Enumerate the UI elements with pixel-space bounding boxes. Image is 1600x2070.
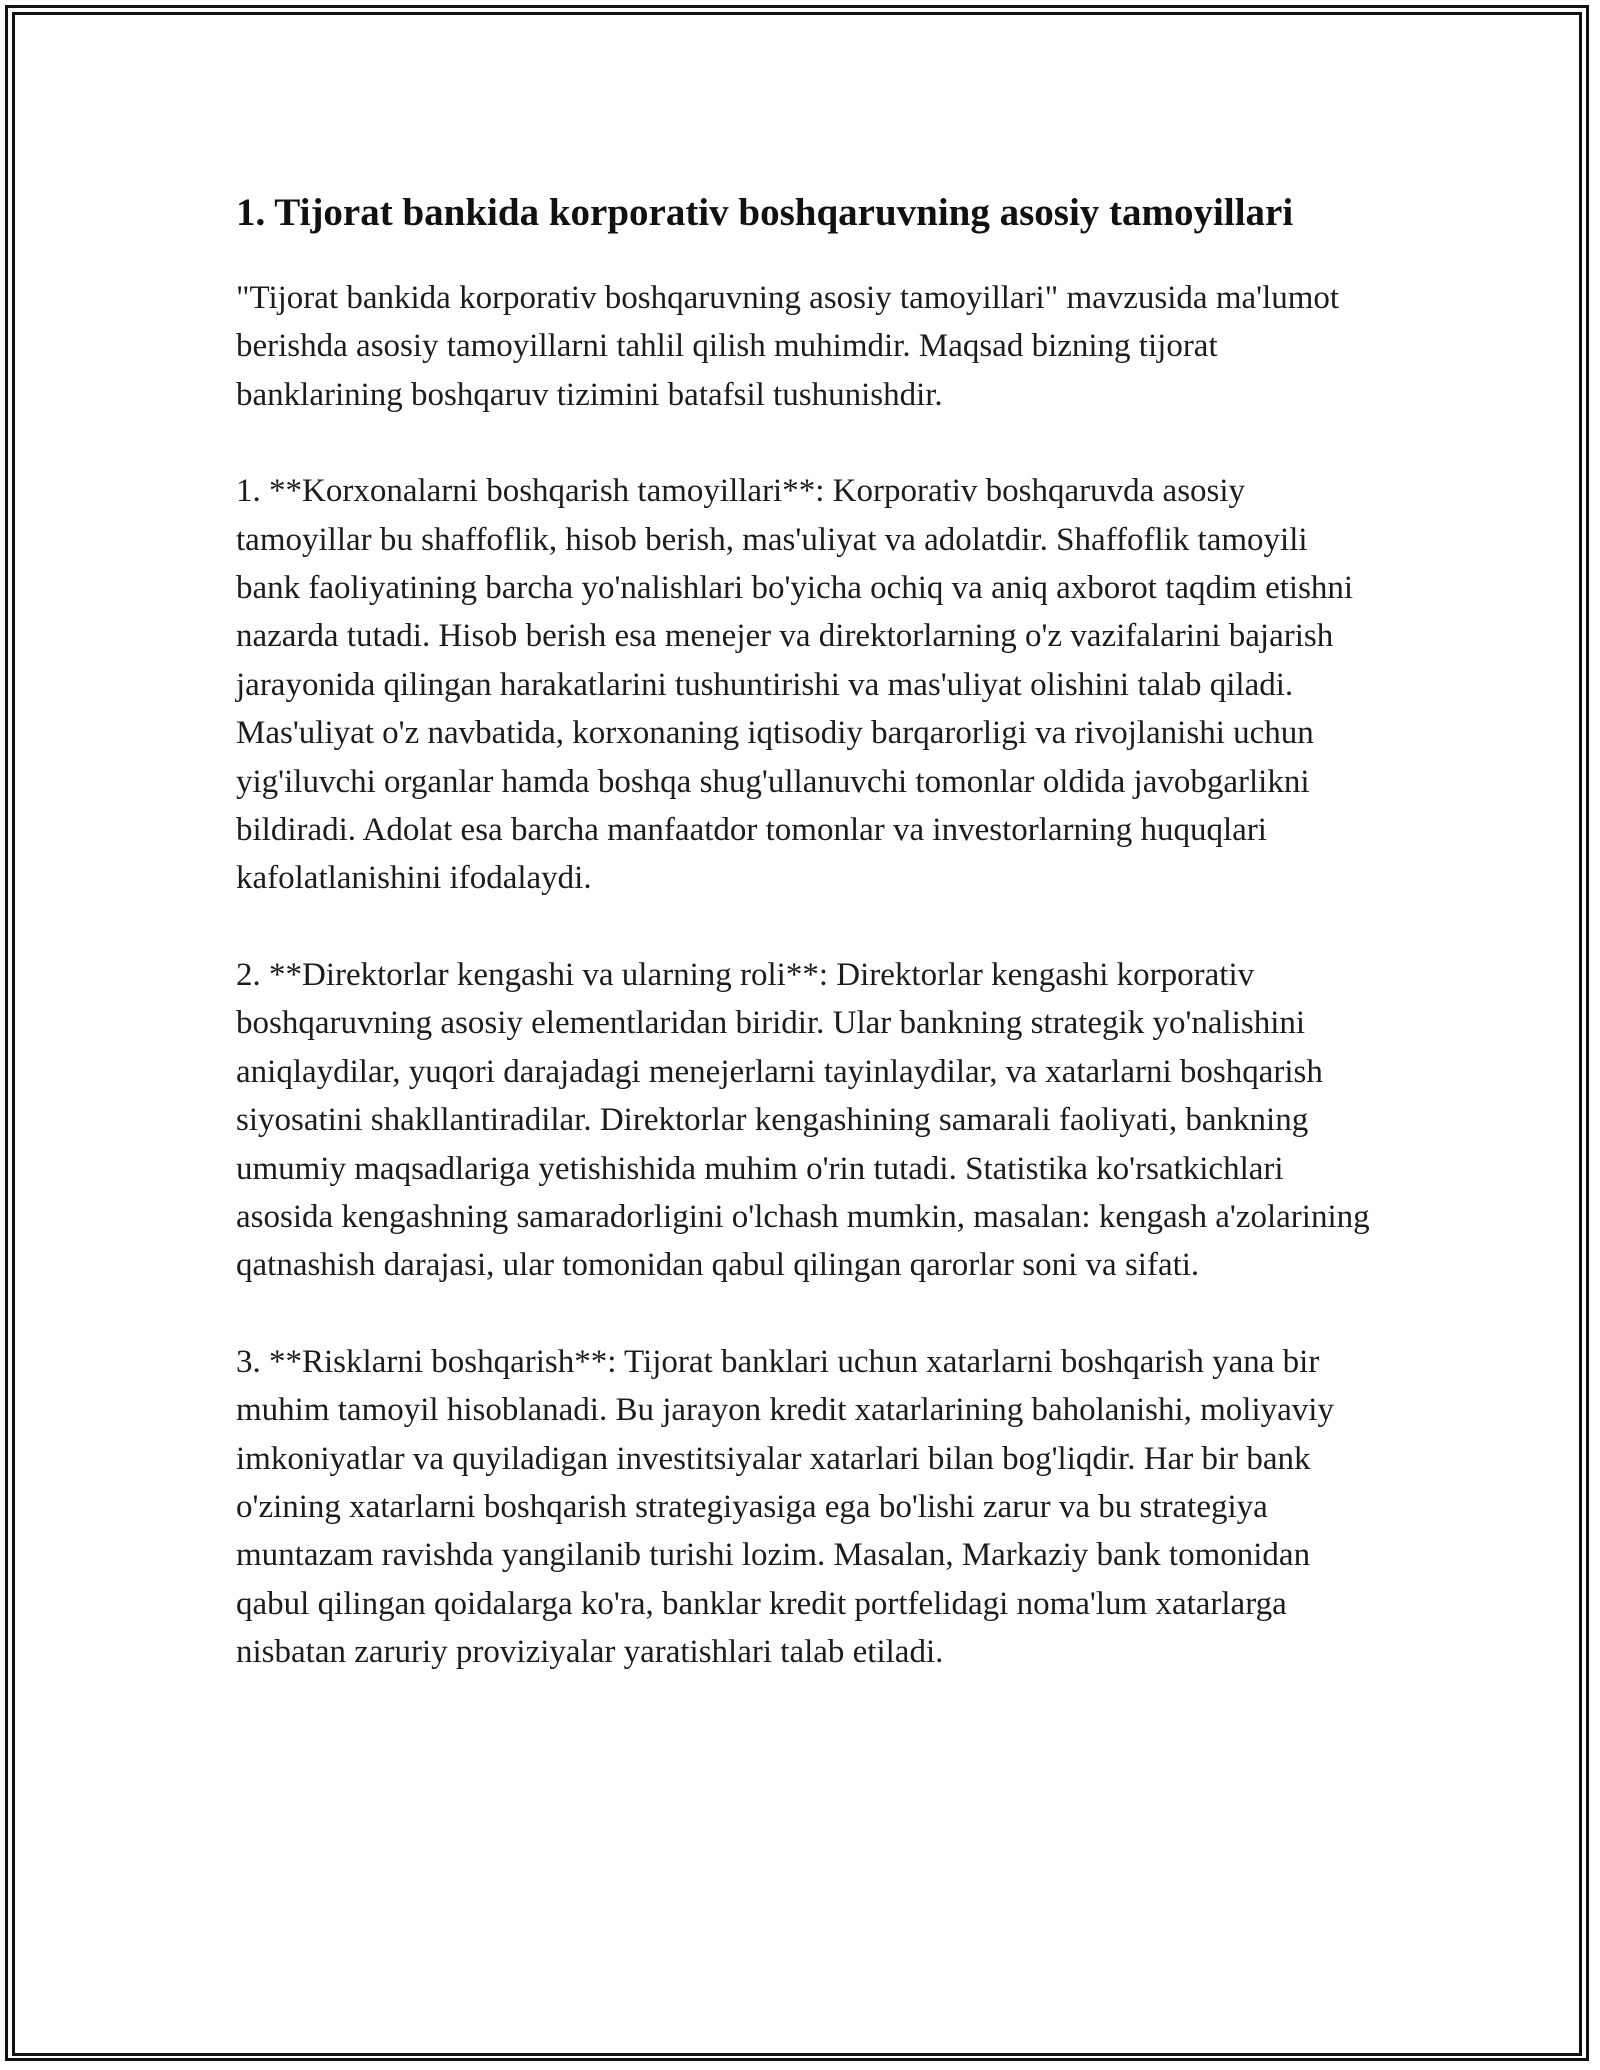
intro-paragraph: "Tijorat bankida korporativ boshqaruvning asosiy tamoyillari" mavzusida ma'lumot berishda asosiy tamoyillarni tahlil qilish muhimdir. Maqsad bizning tijorat banklarining boshqaruv tizimini batafsil tushunishdir. bbox=[236, 280, 1340, 413]
document-title: 1. Tijorat bankida korporativ boshqaruvning asosiy tamoyillari bbox=[236, 191, 1294, 234]
document-body bbox=[236, 186, 1376, 1725]
paragraph-board-of-directors: 2. **Direktorlar kengashi va ularning roli**: Direktorlar kengashi korporativ boshqaruvning asosiy elementlaridan biridir. Ular bankning strategik yo'nalishini aniqlaydilar, yuqori darajadagi menejerlarni tayinlaydilar, va xatarlarni boshqarish siyosatini shakllantiradilar. Direktorlar kengashining samarali faoliyati, bankning umumiy maqsadlariga yetishishida muhim o'rin tutadi. Statistika ko'rsatkichlari asosida kengashning samaradorligini o'lchash mumkin, masalan: kengash a'zolarining qatnashish darajasi, ular tomonidan qabul qilingan qarorlar soni va sifati. bbox=[236, 956, 1370, 1284]
paragraph-risk-management: 3. **Risklarni boshqarish**: Tijorat banklari uchun xatarlarni boshqarish yana bir muhim tamoyil hisoblanadi. Bu jarayon kredit xatarlarining baholanishi, moliyaviy imkoniyatlar va quyiladigan investitsiyalar xatarlari bilan bog'liqdir. Har bir bank o'zining xatarlarni boshqarish strategiyasiga ega bo'lishi zarur va bu strategiya muntazam ravishda yangilanib turishi lozim. Masalan, Markaziy bank tomonidan qabul qilingan qoidalarga ko'ra, banklar kredit portfelidagi noma'lum xatarlarga nisbatan zaruriy proviziyalar yaratishlari talab etiladi. bbox=[236, 1343, 1334, 1671]
paragraph-principles: 1. **Korxonalarni boshqarish tamoyillari**: Korporativ boshqaruvda asosiy tamoyillar bu shaffoflik, hisob berish, mas'uliyat va adolatdir. Shaffoflik tamoyili bank faoliyatining barcha yo'nalishlari bo'yicha ochiq va aniq axborot taqdim etishni nazarda tutadi. Hisob berish esa menejer va direktorlarning o'z vazifalarini bajarish jarayonida qilingan harakatlarini tushuntirishi va mas'uliyat olishini talab qiladi. Mas'uliyat o'z navbatida, korxonaning iqtisodiy barqarorligi va rivojlanishi uchun yig'iluvchi organlar hamda boshqa shug'ullanuvchi tomonlar oldida javobgarlikni bildiradi. Adolat esa barcha manfaatdor tomonlar va investorlarning huquqlari kafolatlanishini ifodalaydi. bbox=[236, 473, 1354, 897]
